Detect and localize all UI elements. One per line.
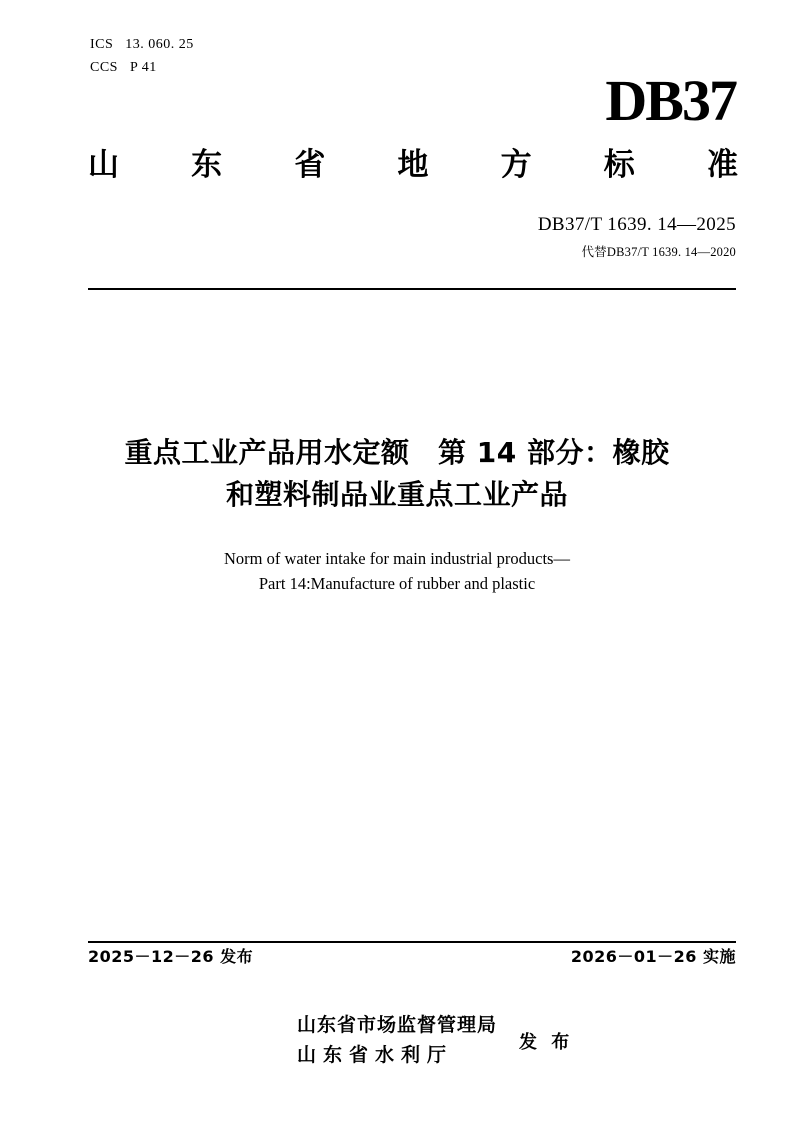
publisher-inner — [296, 1010, 574, 1070]
divider-bottom — [88, 941, 736, 943]
province-title-char-6: 标 — [603, 147, 635, 183]
publisher-issue-label: 发 布 — [519, 1032, 574, 1053]
province-title-char-5: 方 — [500, 147, 532, 183]
document-title — [60, 432, 734, 516]
db37-logo: DB37 — [605, 68, 736, 133]
effective-date: 2026－01－26 实施 — [570, 947, 736, 966]
date-row — [88, 944, 736, 967]
standard-number-block — [538, 214, 736, 260]
document-title-english — [60, 546, 734, 596]
document-title-en-line1: Norm of water intake for main industrial products— — [224, 549, 570, 568]
province-title-char-3: 省 — [294, 147, 326, 183]
issue-date: 2025－12－26 发布 — [88, 947, 254, 966]
ccs-label: CCS — [90, 60, 118, 75]
ccs-line — [90, 56, 194, 79]
publisher-org-1: 山东省市场监督管理局 — [296, 1014, 497, 1036]
province-title-char-2: 东 — [191, 147, 223, 183]
document-title-line2: 和塑料制品业重点工业产品 — [225, 478, 568, 511]
ics-line — [90, 33, 194, 56]
ics-value: 13. 060. 25 — [125, 37, 194, 52]
standard-replaces: 代替DB37/T 1639. 14—2020 — [581, 245, 736, 259]
document-title-line1: 重点工业产品用水定额 第 14 部分：橡胶 — [124, 436, 670, 469]
ics-label: ICS — [90, 37, 114, 52]
divider-top — [88, 288, 736, 290]
ics-block — [90, 33, 194, 79]
publisher-block — [0, 1010, 794, 1070]
ccs-value: P 41 — [129, 60, 157, 75]
standard-number: DB37/T 1639. 14—2025 — [537, 214, 736, 235]
province-title-char-1: 山 — [88, 147, 119, 183]
document-title-en-line2: Part 14:Manufacture of rubber and plastic — [258, 574, 536, 593]
province-standard-title — [88, 148, 738, 182]
province-title-char-7: 准 — [706, 147, 738, 183]
publisher-org-2: 山东省水利厅 — [296, 1044, 453, 1066]
province-title-char-4: 地 — [397, 147, 429, 183]
